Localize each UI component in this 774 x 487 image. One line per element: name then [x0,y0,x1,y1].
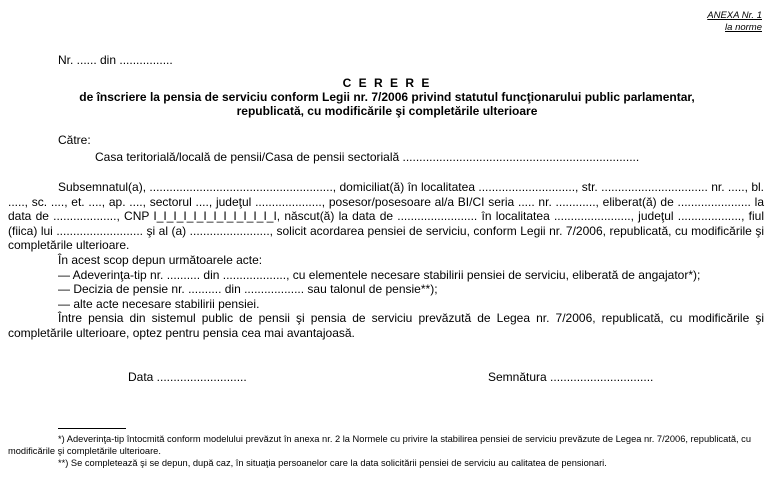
footnote-1: *) Adeverinţa-tip întocmită conform modelului prevăzut în anexa nr. 2 la Normele cu privire la stabilirea pensiei de serviciu prevăzute de Legea nr. 7/2006, republicată, cu modificările şi completările ulterioare. [8,434,751,456]
annex-subtitle: la norme [725,22,762,33]
annex-reference [707,10,762,34]
applicant-paragraph: Subsemnatul(a), ......................................................., domiciliat(ă) în localitatea ............................., str. ................................ nr. ....., bl. ....., sc. ...., et. ...., ap. ...., sectorul ...., judeţul ...................., posesor/posesoare al/a BI/CI seria ..... nr. ............, eliberat(ă) de ...................... la data de ..................., CNP I_I_I_I_I_I_I_I_I_I_I_I_I, născut(ă) la data de ........................ în localitatea ......................., judeţul ..................., fiul (fiica) lui .......................... şi al (a) ........................, solicit acordarea pensiei de serviciu, conform Legii nr. 7/2006, republicată, cu modificările şi completările ulterioare. [8,180,764,253]
signature-field: Semnătura ............................... [488,370,654,384]
footnotes [8,433,766,469]
document-heading [0,76,774,118]
annex-number: ANEXA Nr. 1 [707,10,762,21]
document-item: — Adeverinţa-tip nr. .......... din ..................., cu elementele necesare stabilirii pensiei de serviciu, eliberată de angajator*); [58,267,701,282]
registration-number: Nr. ...... din ................ [58,53,173,67]
documents-intro: În acest scop depun următoarele acte: [58,252,263,267]
date-field: Data ........................... [128,370,247,384]
request-body [8,180,764,341]
document-item: — Decizia de pensie nr. .......... din .................. sau talonul de pensie**); [58,282,438,297]
option-paragraph: Între pensia din sistemul public de pensii şi pensia de serviciu prevăzută de Legea nr. 7/2006, republicată, cu modificările şi completările ulterioare, optez pentru pensia cea mai avantajoasă. [8,311,764,340]
footnote-2: **) Se completează şi se depun, după caz, în situaţia persoanelor care la data solicitării pensiei de serviciu au calitatea de pensionari. [58,458,607,468]
document-subtitle-line1: de înscriere la pensia de serviciu conform Legii nr. 7/2006 privind statutul funcţionarului public parlamentar, [79,90,695,104]
document-title: C E R E R E [342,76,432,90]
addressee-label: Către: [58,133,91,147]
document-item: — alte acte necesare stabilirii pensiei. [58,296,260,311]
footnote-divider [58,428,126,429]
document-subtitle-line2: republicată, cu modificările şi completările ulterioare [236,104,538,118]
addressee-institution: Casa teritorială/locală de pensii/Casa de pensii sectorială ....................................................................... [95,150,640,164]
